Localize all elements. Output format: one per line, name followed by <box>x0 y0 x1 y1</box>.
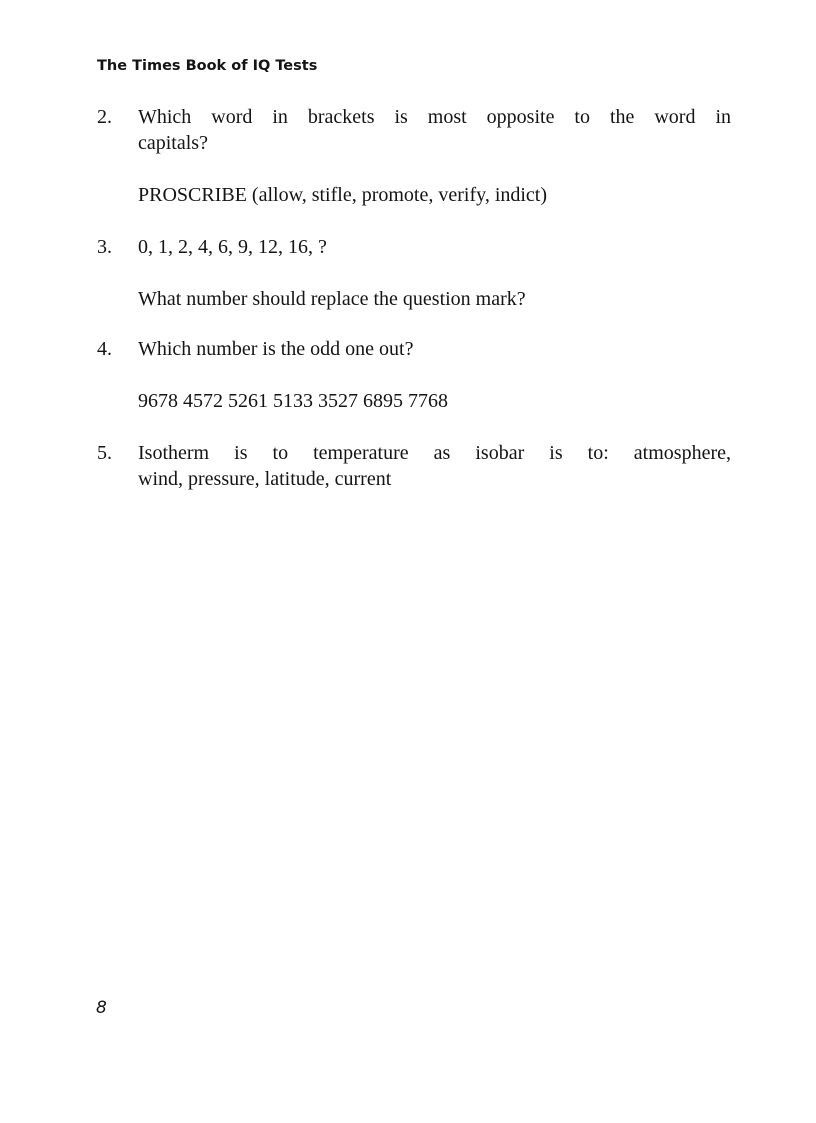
question-text <box>138 440 731 492</box>
question-prompt: What number should replace the question mark? <box>138 288 526 310</box>
question-text-line-1: 0, 1, 2, 4, 6, 9, 12, 16, ? <box>138 236 327 258</box>
question-text <box>138 104 731 156</box>
question-text-line-2: capitals? <box>138 132 208 154</box>
question-text <box>138 336 731 362</box>
question-number: 3. <box>97 236 112 258</box>
question-number: 5. <box>97 442 112 464</box>
question-text-line-2: wind, pressure, latitude, current <box>138 468 392 490</box>
question-3 <box>97 234 731 312</box>
question-4 <box>97 336 731 414</box>
question-text-line-1: Which number is the odd one out? <box>138 338 414 360</box>
question-number: 4. <box>97 338 112 360</box>
question-text-line-1: Isotherm is to temperature as isobar is to: atmosphere, <box>138 442 731 464</box>
question-text-line-1: Which word in brackets is most opposite to the word in <box>138 106 731 128</box>
question-prompt: PROSCRIBE (allow, stifle, promote, verify, indict) <box>138 184 548 206</box>
question-2 <box>97 104 731 208</box>
page-number: 8 <box>96 998 107 1018</box>
question-number: 2. <box>97 106 112 128</box>
running-head-title: The Times Book of IQ Tests <box>97 58 318 74</box>
question-prompt: 9678 4572 5261 5133 3527 6895 7768 <box>138 390 448 412</box>
question-5 <box>97 440 731 492</box>
question-text <box>138 234 731 260</box>
